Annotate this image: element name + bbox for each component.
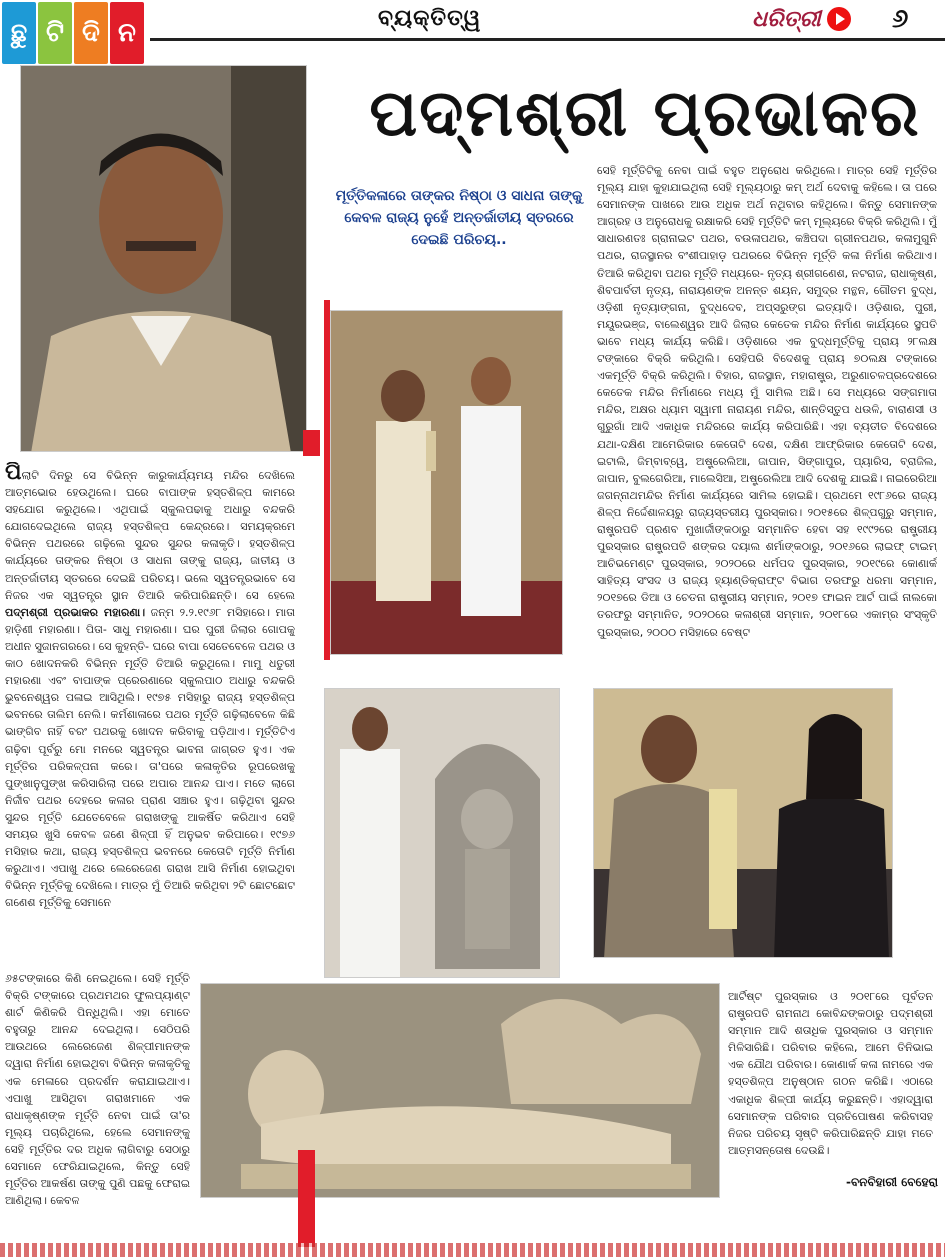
- supplement-logo: [2, 2, 144, 64]
- portrait-illustration: [21, 66, 307, 452]
- footer-border: [0, 1243, 945, 1257]
- section-name: ବ୍ୟକ୍ତିତ୍ୱ: [378, 6, 482, 31]
- masthead-rule: [150, 38, 945, 41]
- article-paragraph: ସେହି ମୂର୍ତ୍ତିଟିକୁ ନେବା ପାଇଁ ବହୁତ ଅନୁରୋଧ କରିଥିଲେ। ମାତ୍ର ସେହି ମୂର୍ତ୍ତିର ମୂଲ୍ୟ ଯାହା କୁହାଯାଇଥିଲା ସେହି ମୂଲ୍ୟଠାରୁ କମ୍ ଅର୍ଥ ଦେବାକୁ କହିଲେ। ତା ପରେ ସେମାନଙ୍କ ପାଖରେ ଆଉ ଅଧିକ ଅର୍ଥ ନଥିବାର କହିଥିଲେ। କିନ୍ତୁ ସେମାନଙ୍କ ଆଗ୍ରହ ଓ ଅନୁରୋଧକୁ ରକ୍ଷାକରି ସେହି ମୂର୍ତ୍ତିଟି କମ୍ ମୂଲ୍ୟରେ ବିକ୍ରି କରିଥିଲି। ମୁଁ ସାଧାରଣତଃ ଗ୍ରାନାଇଟ ପଥର, ବଉଳାପଥର, କଞ୍ଚିପଦା ଗ୍ରୀନପଥର, କଳାମୁଗୁନି ପଥର, ରାଜସ୍ଥାନର ବଂଶୀପାହାଡ଼ ପଥରରେ ବିଭିନ୍ନ ମୂର୍ତ୍ତି କଳା ନିର୍ମାଣ କରିଥାଏ। ତିଆରି କରିଥିବା ପଥର ମୂର୍ତ୍ତି ମଧ୍ୟରେ- ନୃତ୍ୟ ଶ୍ରୀଗଣେଶ, ନଟରାଜ, ରାଧାକୃଷ୍ଣ, ଶିବପାର୍ବତୀ ନୃତ୍ୟ, ନାରାୟଣଙ୍କ ଅନନ୍ତ ଶୟନ, ସମୁଦ୍ର ମନ୍ଥନ, ଗୌତମ ବୁଦ୍ଧ, ଓଡ଼ିଶୀ ନୃତ୍ୟାଙ୍ଗନା, ବୁଦ୍ଧଦେବ, ଅପ୍ସରୁଙ୍ଗ ଇତ୍ୟାଦି। ଓଡ଼ିଶାର, ପୁରୀ, ମୟୂରଭଞ୍ଜ, ବାଲେଶ୍ୱର ଆଦି ଜିଲାର କେତେକ ମନ୍ଦିର ନିର୍ମାଣ କାର୍ଯ୍ୟରେ ସ୍ଥପତି ଭାବେ ମଧ୍ୟ କାର୍ଯ୍ୟ କରିଛି। ଓଡ଼ିଶାରେ ଏକ ବୁଦ୍ଧମୂର୍ତ୍ତିକୁ ପ୍ରାୟ ୨୮ଲକ୍ଷ ଟଙ୍କାରେ ବିକ୍ରି କରିଥିଲି। ସେହିପରି ବିଦେଶକୁ ପ୍ରାୟ ୭୦ଲକ୍ଷ ଟଙ୍କାରେ ଏକମୂର୍ତ୍ତି ବିକ୍ରି କରିଥିଲି। ବିହାର, ରାଜସ୍ଥାନ, ମହାରାଷ୍ଟ୍ର, ଅରୁଣାଚଳପ୍ରଦେଶରେ କେତେକ ମନ୍ଦିର ନିର୍ମାଣରେ ମଧ୍ୟ ମୁଁ ସାମିଲ ଅଛି। ସେ ମଧ୍ୟରେ ସଙ୍ଗମାତା ମନ୍ଦିର, ଅକ୍ଷର ଧ୍ୟାମ ସ୍ୱାମୀ ନାରାୟଣ ମନ୍ଦିର, ଶାନ୍ତିସ୍ତୁପ ଧଉଳି, ବାରାଣସୀ ଓ ଗୁରୁଗାଁ ଆଦି ଏକାଧିକ ମନ୍ଦିରରେ କାର୍ଯ୍ୟ କରିପାରିଛି। ଏହା ବ୍ୟତୀତ ବିଦେଶରେ ଯଥା-ଦକ୍ଷିଣ ଆମେରିକାର କେତୋଟି ଦେଶ, ଦକ୍ଷିଣ ଆଫ୍ରିକାର କେତୋଟି ଦେଶ, ଇଟାଲି, ଜିମ୍ବାବ୍ୱେ, ଅଷ୍ଟ୍ରେଲିଆ, ଜାପାନ, ସିଙ୍ଗାପୁର, ପ୍ୟାରିସ, ବ୍ରାଜିଲ, ଜାପାନ, ବୁଲଗେରିଆ, ମାଲେସିଆ, ଅଷ୍ଟ୍ରେଲିଆ ଆଦି ଦେଶକୁ ଯାଇଛି। ନାଇରେରିଆ ଜଗନ୍ନାଥମନ୍ଦିର ନିର୍ମାଣ କାର୍ଯ୍ୟରେ ସାମିଲ ହୋଇଛି। ପ୍ରଥମେ ୧୯୮୬ରେ ରାଜ୍ୟ ଶିଳ୍ପ ନିର୍ଦ୍ଦେଶାଳୟରୁ ରାଜ୍ୟସ୍ତରୀୟ ପୁରସ୍କାର। ୨୦୧୫ରେ ଶିଳ୍ପଗୁରୁ ସମ୍ମାନ, ରାଷ୍ଟ୍ରପତି ପ୍ରଣବ ମୁଖାର୍ଜୀଙ୍କଠାରୁ ସମ୍ମାନିତ ହେବା ସହ ୧୯୯୨ରେ ରାଷ୍ଟ୍ରୀୟ ପୁରସ୍କାର ରାଷ୍ଟ୍ରପତି ଶଙ୍କର ଦୟାଲ ଶର୍ମାଙ୍କଠାରୁ, ୨୦୧୬ରେ ଲାଇଫ୍ ଟାଇମ୍ ଆଚିଭମେଣ୍ଟ ପୁରସ୍କାର, ୨୦୨୦ରେ ଧର୍ମପଦ ପୁରସ୍କାର, ୨୦୧୯ରେ କୋଣାର୍କ ସାହିତ୍ୟ ସଂସଦ ଓ ରାଜ୍ୟ ହ୍ୟାଣ୍ଡିକ୍ରାଫ୍ଟ ବିଭାଗ ତରଫରୁ ଧରମା ସମ୍ମାନ, ୨୦୧୭ରେ ଡିଆ ଓ ଚେତନା ରାଷ୍ଟ୍ରୀୟ ସମ୍ମାନ, ୨୦୧୭ ଫାଇନ ଆର୍ଟ ପାଇଁ ନାଲକୋ ତରଫରୁ ସମ୍ମାନିତ, ୨୦୨୦ରେ କଳାଶ୍ରୀ ସମ୍ମାନ, ୨୦୧୮ରେ ଏକାମ୍ର ସଂସ୍କୃତି ପୁରସ୍କାର, ୨୦୦୦ ମସିହାରେ ବେଷ୍ଟ: [597, 164, 937, 639]
- article-paragraph: ଆର୍ଟିଷ୍ଟ ପୁରସ୍କାର ଓ ୨୦୧୮ରେ ପୂର୍ବତନ ରାଷ୍ଟ୍ରପତି ରାମନାଥ କୋବିନ୍ଦଙ୍କଠାରୁ ପଦ୍ମଶ୍ରୀ ସମ୍ମାନ ଆଦି ଶତାଧିକ ପୁରସ୍କାର ଓ ସମ୍ମାନ ମିଳିସାରିଛି। ପରିବାର କହିଲେ, ଆମେ ତିନିଭାଇ ଏକ ଯୌଥ ପରିବାର। କୋଣାର୍କ କଳା ନାମରେ ଏକ ହସ୍ତଶିଳ୍ପ ଅନୁଷ୍ଠାନ ଗଠନ କରିଛି। ଏଠାରେ ଏକାଧିକ ଶିଳ୍ପୀ କାର୍ଯ୍ୟ କରୁଛନ୍ତି। ଏହାଦ୍ୱାରା ସେମାନଙ୍କ ପରିବାର ପ୍ରତିପୋଷଣ କରିବାସହ ନିଜର ପରିଚୟ ସୃଷ୍ଟି କରିପାରିଛନ୍ତି ଯାହା ମତେ ଆତ୍ମସନ୍ତୋଷ ଦେଉଛି।: [728, 990, 933, 1157]
- reclining-buddha-photo: [200, 983, 720, 1198]
- article-paragraph: ଜନ୍ମ ୨.୨.୧୯୬୮ ମସିହାରେ। ମାତା ହାଡ଼ିଣୀ ମହାରଣା। ପିତା- ସାଧୁ ମହାରଣା। ଘର ପୁରୀ ଜିଲାର ଗୋପକୁ ଅଧୀନ ସୁଜାନଗରରେ। ସେ କୁହନ୍ତି- ଘରେ ବାପା ସେତେବେଳେ ପଥର ଓ କାଠ ଖୋଦନକରି ବିଭିନ୍ନ ମୂର୍ତ୍ତି ତିଆରି କରୁଥିଲେ। ମାମୁ ଧତୁରୀ ମହାରଣା ଏବଂ ବାପାଙ୍କ ପ୍ରେରଣାରେ ସ୍କୁଲପାଠ ଅଧାରୁ ବନ୍ଦକରି ଭୁବନେଶ୍ୱର ପଳାଇ ଆସିଥିଲି। ୧୯୭୫ ମସିହାରୁ ରାଜ୍ୟ ହସ୍ତଶିଳ୍ପ ଭବନରେ ତାଲିମ ନେଲି। କର୍ମଶାଳାରେ ପଥର ମୂର୍ତ୍ତି ଗଢ଼ିଲାବେଳେ କିଛି ଭାଙ୍ଗିବ ନାହିଁ ବରଂ ପଥରକୁ ଖୋଦନ କରିବାକୁ ପଡ଼ିଥାଏ। ମୂର୍ତ୍ତିଟିଏ ଗଢ଼ିବା ପୂର୍ବରୁ ମୋ ମନରେ ସ୍ୱତନ୍ତ୍ର ଭାବନା ଜାଗ୍ରତ ହୁଏ। ଏକ ମୂର୍ତ୍ତିର ପରିକଳ୍ପନା କରେ। ତା'ପରେ କଳାକୃତିର ରୂପରେଖକୁ ପୁଙ୍ଖାନୁପୁଙ୍ଖ କରିସାରିଲା ପରେ ଅପାର ଆନନ୍ଦ ପାଏ। ମତେ ଲାଗେ ନିର୍ଜୀବ ପଥର ଦେହରେ କଳାର ପ୍ରାଣ ସଞ୍ଚାର ହୁଏ। ଗଢ଼ିଥିବା ସୁନ୍ଦର ସୁନ୍ଦର ମୂର୍ତ୍ତି ଯେତେବେଳେ ଗରାଖଙ୍କୁ ଆକର୍ଷିତ କରିଥାଏ ସେହି ସମୟର ଖୁସି କେବଳ ଜଣେ ଶିଳ୍ପୀ ହିଁ ଅନୁଭବ କରିପାରେ। ୧୯୭୬ ମସିହାର କଥା, ରାଜ୍ୟ ହସ୍ତଶିଳ୍ପ ଭବନରେ କେତୋଟି ମୂର୍ତ୍ତି ନିର୍ମାଣ କରୁଥାଏ। ଏପାଖୁ ଥରେ ଲେରେଜେଣ ଗରାଖ ଆସି ନିର୍ମାଣ ହୋଇଥିବା ବିଭିନ୍ନ ମୂର୍ତ୍ତିକୁ ଦେଖିଲେ। ମାତ୍ର ମୁଁ ତିଆରି କରିଥିବା ୨ଟି ଛୋଟଛୋଟ ଗଣେଶ ମୂର୍ତ୍ତିକୁ ସେମାନେ: [5, 605, 295, 910]
- article-paragraph: ଲାଟି ଦିନରୁ ସେ ବିଭିନ୍ନ କାରୁକାର୍ଯ୍ୟମୟ ମନ୍ଦିର ଦେଖିଲେ ଆତ୍ମଭୋର ହେଉଥିଲେ। ଘରେ ବାପାଙ୍କ ହସ୍ତଶିଳ୍ପ କାମରେ ସହଯୋଗ କରୁଥିଲେ। ଏଥିପାଇଁ ସ୍କୁଲପଢାକୁ ଅଧାରୁ ବନ୍ଦକରି ଯୋଗଦେଇଥିଲେ ରାଜ୍ୟ ହସ୍ତଶିଳ୍ପ କେନ୍ଦ୍ରରେ। ସମୟକ୍ରମେ ବିଭିନ୍ନ ପଥରରେ ଗଢ଼ିଲେ ସୁନ୍ଦର ସୁନ୍ଦର କଳାକୃତି। ହସ୍ତଶିଳ୍ପ କାର୍ଯ୍ୟରେ ତାଙ୍କର ନିଷ୍ଠା ଓ ସାଧନା ତାଙ୍କୁ ରାଜ୍ୟ, ଜାତୀୟ ଓ ଅନ୍ତର୍ଜାତୀୟ ସ୍ତରରେ ଦେଇଛି ପରିଚୟ। ଭଲେ ସ୍ୱତନ୍ତ୍ରଭାବେ ସେ ନିଜର ଏକ ସ୍ୱତନ୍ତ୍ର ସ୍ଥାନ ତିଆରି କରିପାରିଛନ୍ତି। ସେ ହେଲେ: [5, 469, 295, 602]
- page-number: ୬: [892, 4, 909, 34]
- brand-name: ଧରିତ୍ରୀ: [752, 6, 821, 32]
- accent-bar: [324, 300, 330, 660]
- article-paragraph: ୬୫ଟଙ୍କାରେ କିଣି ନେଇଥିଲେ। ସେହି ମୂର୍ତ୍ତି ବିକ୍ରି ଟଙ୍କାରେ ପ୍ରଥମଥର ଫୁଲପ୍ୟାଣ୍ଟ ଶାର୍ଟ କିଣିକରି ପିନ୍ଧିଥିଲି। ଏହା ମୋତେ ବହୁତାରୁ ଆନନ୍ଦ ଦେଇଥିଲା। ସେଠିପରି ଆଉଥରେ ଲେରେଜେଣ ଶିଳ୍ପୀମାନଙ୍କ ଦ୍ୱାରା ନିର୍ମାଣ ହୋଇଥିବା ବିଭିନ୍ନ କଳାକୃତିକୁ ଏକ ମେଳାରେ ପ୍ରଦର୍ଶନ କରାଯାଇଥାଏ। ଏପାଖୁ ଆସିଥିବା ଗରାଖମାନେ ଏକ ରାଧାକୃଷ୍ଣଙ୍କ ମୂର୍ତ୍ତି ନେବା ପାଇଁ ତା'ର ମୂଲ୍ୟ ପଚାରିଥିଲେ, ହେଲେ ସେମାନଙ୍କୁ ସେହି ମୂର୍ତ୍ତିର ଦର ଅଧିକ ଲାଗିବାରୁ ସେଠାରୁ ସେମାନେ ଫେରିଯାଇଥିଲେ, କିନ୍ତୁ ସେହି ମୂର୍ତ୍ତିର ଆକର୍ଷଣ ତାଙ୍କୁ ପୁଣି ପଛକୁ ଫେରାଇ ଆଣିଥିଲା। କେବଳ: [5, 972, 190, 1208]
- pull-quote: ମୂର୍ତ୍ତିକଳାରେ ତାଙ୍କର ନିଷ୍ଠା ଓ ସାଧନା ତାଙ୍କୁ କେବଳ ରାଜ୍ୟ ନୁହେଁ ଅନ୍ତର୍ଜାତୀୟ ସ୍ତରରେ ଦେଇଛି ପରିଚୟ..: [335, 188, 583, 248]
- accent-bar: [303, 430, 320, 456]
- article-column-left: [5, 462, 295, 970]
- sculpting-photo: [324, 688, 560, 978]
- article-column-right: [597, 162, 937, 672]
- felicitation-photo: [593, 688, 893, 958]
- portrait-photo: [20, 65, 307, 452]
- masthead: [0, 0, 945, 48]
- award-ceremony-photo: [330, 310, 563, 655]
- logo-tile: ଛୁ: [2, 2, 36, 64]
- sculpting-illustration: [325, 689, 560, 978]
- drop-cap: ପି: [5, 462, 22, 485]
- accent-bar: [298, 1150, 315, 1247]
- headline: ପଦ୍ମଶ୍ରୀ ପ୍ରଭାକର: [369, 77, 921, 151]
- felicitation-illustration: [594, 689, 893, 958]
- logo-tile: ଦି: [74, 2, 108, 64]
- newspaper-brand: [752, 2, 851, 36]
- play-icon: [827, 7, 851, 31]
- buddha-illustration: [201, 984, 720, 1198]
- logo-tile: ନ: [110, 2, 144, 64]
- byline: -ବନବିହାରୀ ବେହେରା: [846, 1175, 938, 1189]
- subject-name: ପଦ୍ମଶ୍ରୀ ପ୍ରଭାକର ମହାରଣା।: [5, 605, 146, 619]
- logo-tile: ଟି: [38, 2, 72, 64]
- award-illustration: [331, 311, 563, 655]
- article-column-left-bottom: [5, 970, 190, 1222]
- article-column-right-bottom: [728, 988, 933, 1173]
